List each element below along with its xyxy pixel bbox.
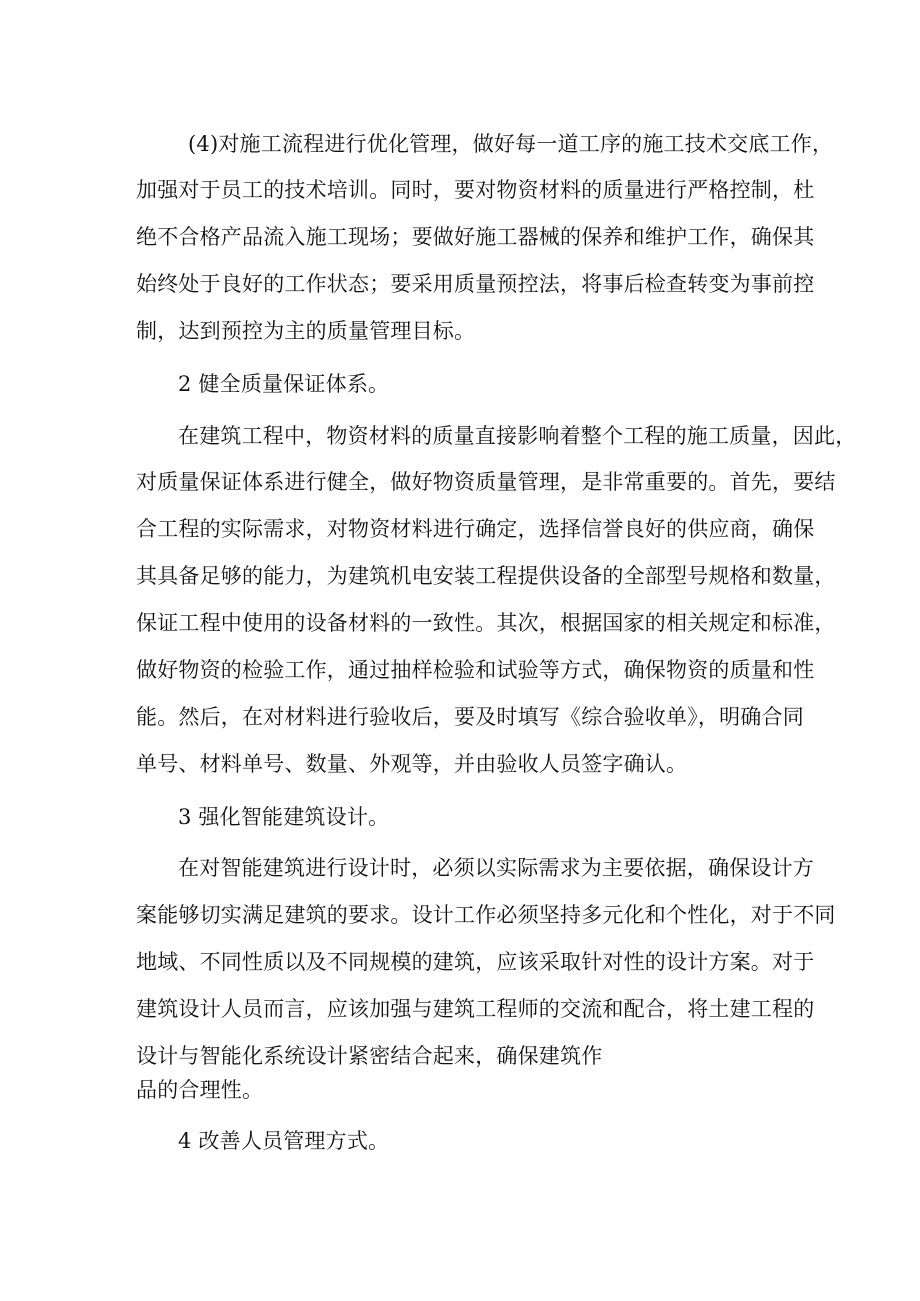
text-line: 单号、材料单号、数量、外观等，并由验收人员签字确认。 — [136, 752, 688, 776]
text-line: 在对智能建筑进行设计时，必须以实际需求为主要依据，确保设计方 — [178, 856, 814, 880]
text-line: 地域、不同性质以及不同规模的建筑，应该采取针对性的设计方案。对于 — [136, 950, 815, 974]
text-line: 始终处于良好的工作状态；要采用质量预控法，将事后检查转变为事前控 — [136, 272, 815, 296]
text-line: 绝不合格产品流入施工现场；要做好施工器械的保养和维护工作，确保其 — [136, 225, 815, 249]
text-line: 合工程的实际需求，对物资材料进行确定，选择信誉良好的供应商，确保 — [136, 517, 815, 541]
text-line: 建筑设计人员而言，应该加强与建筑工程师的交流和配合，将土建工程的 — [136, 997, 815, 1021]
text-line: 设计与智能化系统设计紧密结合起来，确保建筑作 — [136, 1044, 603, 1068]
text-line: 保证工程中使用的设备材料的一致性。其次，根据国家的相关规定和标准， — [136, 611, 836, 635]
text-line: 加强对于员工的技术培训。同时，要对物资材料的质量进行严格控制，杜 — [136, 178, 815, 202]
text-line: 做好物资的检验工作，通过抽样检验和试验等方式，确保物资的质量和性 — [136, 658, 815, 682]
text-line: 其具备足够的能力，为建筑机电安装工程提供设备的全部型号规格和数量， — [136, 564, 836, 588]
text-line: (4)对施工流程进行优化管理，做好每一道工序的施工技术交底工作， — [188, 132, 834, 156]
section-heading: 4 改善人员管理方式。 — [178, 1129, 390, 1153]
text-line: 能。然后，在对材料进行验收后，要及时填写《综合验收单》，明确合同 — [136, 705, 804, 729]
section-heading: 2 健全质量保证体系。 — [178, 372, 390, 396]
text-line: 对质量保证体系进行健全，做好物资质量管理，是非常重要的。首先，要结 — [136, 470, 836, 494]
section-heading: 3 强化智能建筑设计。 — [178, 805, 390, 829]
text-line: 制，达到预控为主的质量管理目标。 — [136, 319, 476, 343]
text-line: 品的合理性。 — [136, 1078, 264, 1102]
text-line: 在建筑工程中，物资材料的质量直接影响着整个工程的施工质量，因此， — [178, 424, 857, 448]
text-line: 案能够切实满足建筑的要求。设计工作必须坚持多元化和个性化，对于不同 — [136, 903, 836, 927]
